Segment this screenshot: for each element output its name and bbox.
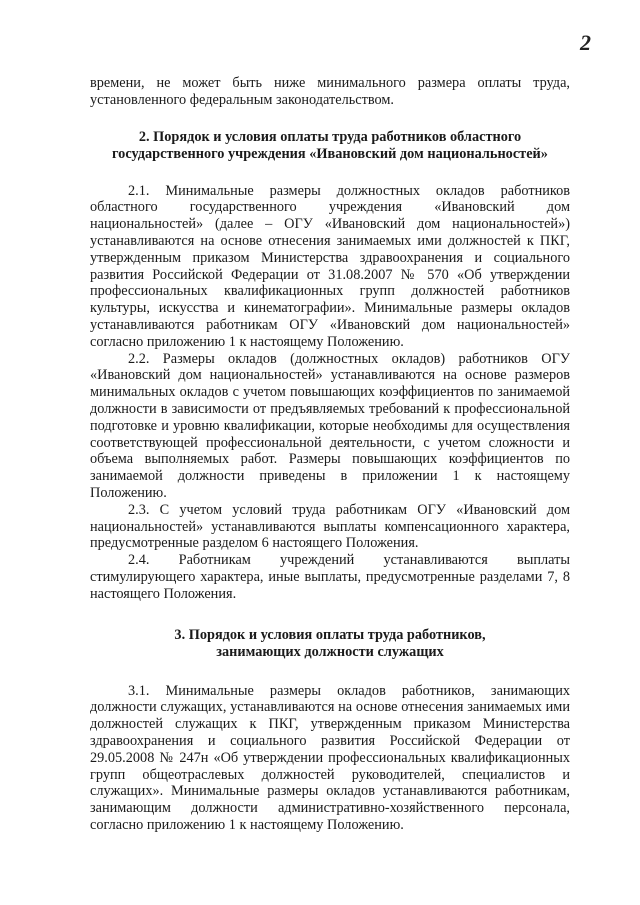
section-2-heading-line-1: 2. Порядок и условия оплаты труда работников областного xyxy=(138,128,522,145)
intro-paragraph: времени, не может быть ниже минимального размера оплаты труда, установленного федеральным законодательством. xyxy=(90,75,570,108)
page-number: 2 xyxy=(580,30,591,55)
paragraph-3-1: 3.1. Минимальные размеры окладов работников, занимающих должности служащих, устанавливаются на основе отнесения занимаемых ими должностей служащих к ПКГ, утвержденным приказом Министерства здравоохранения и социального развития Российской Федерации от 29.05.2008 № 247н «Об утверждении профессиональных квалификационных групп общеотраслевых должностей руководителей, специалистов и служащих». Минимальные размеры окладов устанавливаются работникам, занимающим должности административно-хозяйственного персонала, согласно приложению 1 к настоящему Положению. xyxy=(90,682,570,833)
section-3-heading xyxy=(90,627,570,661)
section-3-heading-line-1: 3. Порядок и условия оплаты труда работников, xyxy=(174,626,486,643)
section-3-heading-line-2: занимающих должности служащих xyxy=(216,643,444,660)
paragraph-2-4: 2.4. Работникам учреждений устанавливаются выплаты стимулирующего характера, иные выплаты, предусмотренные разделами 7, 8 настоящего Положения. xyxy=(90,552,570,602)
document-body xyxy=(90,75,570,834)
paragraph-2-3: 2.3. С учетом условий труда работникам ОГУ «Ивановский дом национальностей» устанавливаются выплаты компенсационного характера, предусмотренные разделом 6 настоящего Положения. xyxy=(90,501,570,552)
paragraph-2-1: 2.1. Минимальные размеры должностных окладов работников областного государственного учреждения «Ивановский дом национальностей» (далее – ОГУ «Ивановский дом национальностей») устанавливаются на основе отнесения занимаемых ими должностей к ПКГ, утвержденным приказом Министерства здравоохранения и социального развития Российской Федерации от 31.08.2007 № 570 «Об утверждении профессиональных квалификационных групп должностей работников культуры, искусства и кинематографии». Минимальные размеры окладов устанавливаются работникам ОГУ «Ивановский дом национальностей» согласно приложению 1 к настоящему Положению. xyxy=(90,182,570,350)
section-2-heading xyxy=(90,129,570,163)
paragraph-2-2: 2.2. Размеры окладов (должностных окладов) работников ОГУ «Ивановский дом национальностей» устанавливаются на основе размеров минимальных окладов с учетом повышающих коэффициентов по занимаемой должности в зависимости от предъявляемых требований к профессиональной подготовке и уровню квалификации, которые необходимы для осуществления соответствующей профессиональной деятельности, с учетом сложности и объема выполняемых работ. Размеры повышающих коэффициентов по занимаемой должности приведены в приложении 1 к настоящему Положению. xyxy=(90,350,570,501)
section-2-heading-line-2: государственного учреждения «Ивановский дом национальностей» xyxy=(112,145,548,162)
